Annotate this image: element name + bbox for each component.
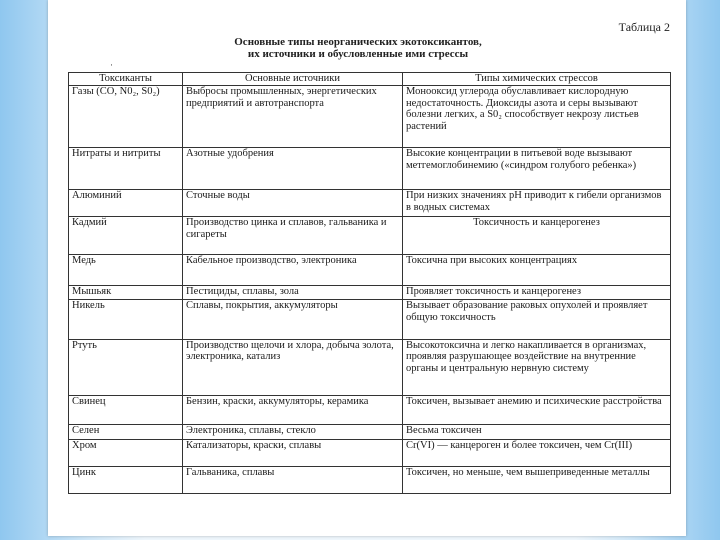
stress-cell: Токсична при высоких концентрациях	[403, 254, 671, 285]
table-row	[69, 254, 671, 285]
stress-cell: Токсичен, вызывает анемию и психические расстройства	[403, 396, 671, 425]
title-line-1: Основные типы неорганических экотоксикантов,	[234, 36, 482, 48]
toxicant-cell: Никель	[69, 300, 183, 340]
sources-cell: Азотные удобрения	[183, 148, 403, 190]
title-line-2: их источники и обусловленные ими стрессы	[247, 48, 469, 60]
document-page	[48, 0, 686, 536]
toxicant-cell: Мышьяк	[69, 285, 183, 300]
table-row	[69, 217, 671, 254]
toxicant-cell: Хром	[69, 439, 183, 466]
header-row	[69, 73, 671, 86]
column-header-stress: Типы химических стрессов	[403, 73, 671, 86]
sources-cell: Бензин, краски, аккумуляторы, керамика	[183, 396, 403, 425]
stress-cell: Токсичность и канцерогенез	[403, 217, 671, 254]
stress-cell: Вызывает образование раковых опухолей и проявляет общую токсичность	[403, 300, 671, 340]
stress-cell: Токсичен, но меньше, чем вышеприведенные металлы	[403, 466, 671, 493]
table-row	[69, 339, 671, 395]
stress-cell: Весьма токсичен	[403, 425, 671, 440]
toxicant-cell: Селен	[69, 425, 183, 440]
sources-cell: Производство цинка и сплавов, гальваника и сигареты	[183, 217, 403, 254]
table-row	[69, 466, 671, 493]
toxicant-cell: Нитраты и нитриты	[69, 148, 183, 190]
table-row	[69, 396, 671, 425]
column-header-sources: Основные источники	[183, 73, 403, 86]
sources-cell: Сплавы, покрытия, аккумуляторы	[183, 300, 403, 340]
sources-cell: Кабельное производство, электроника	[183, 254, 403, 285]
table-row	[69, 148, 671, 190]
table-row	[69, 439, 671, 466]
table-row	[69, 190, 671, 217]
table-row	[69, 285, 671, 300]
toxicants-table	[68, 72, 671, 494]
sources-cell: Производство щелочи и хлора, добыча золота, электроника, катализ	[183, 339, 403, 395]
table-row	[69, 86, 671, 148]
table-title	[108, 36, 608, 60]
table-row	[69, 300, 671, 340]
stress-cell: Cr(VI) — канцероген и более токсичен, чем Cr(III)	[403, 439, 671, 466]
sources-cell: Гальваника, сплавы	[183, 466, 403, 493]
toxicant-cell: Газы (СО, N0₂, S0₂)	[69, 86, 183, 148]
table-number: Таблица 2	[618, 20, 670, 34]
stress-cell: При низких значениях рН приводит к гибели организмов в водных системах	[403, 190, 671, 217]
sources-cell: Электроника, сплавы, стекло	[183, 425, 403, 440]
stress-cell: Высокотоксична и легко накапливается в организмах, проявляя разрушающее воздействие на внутренние органы и центральную нервную систему	[403, 339, 671, 395]
sources-cell: Выбросы промышленных, энергетических предприятий и автотранспорта	[183, 86, 403, 148]
sources-cell: Сточные воды	[183, 190, 403, 217]
bullet-mark: ·	[110, 60, 113, 70]
toxicant-cell: Медь	[69, 254, 183, 285]
sources-cell: Катализаторы, краски, сплавы	[183, 439, 403, 466]
table-row	[69, 425, 671, 440]
toxicant-cell: Кадмий	[69, 217, 183, 254]
toxicant-cell: Ртуть	[69, 339, 183, 395]
stress-cell: Монооксид углерода обуславливает кислородную недостаточность. Диоксиды азота и серы вызывают болезни легких, а S0₂ способствует некрозу листьев растений	[403, 86, 671, 148]
toxicant-cell: Свинец	[69, 396, 183, 425]
toxicant-cell: Цинк	[69, 466, 183, 493]
stress-cell: Высокие концентрации в питьевой воде вызывают метгемоглобинемию («синдром голубого ребенка»)	[403, 148, 671, 190]
toxicant-cell: Алюминий	[69, 190, 183, 217]
sources-cell: Пестициды, сплавы, зола	[183, 285, 403, 300]
column-header-toxicants: Токсиканты	[69, 73, 183, 86]
stress-cell: Проявляет токсичность и канцерогенез	[403, 285, 671, 300]
